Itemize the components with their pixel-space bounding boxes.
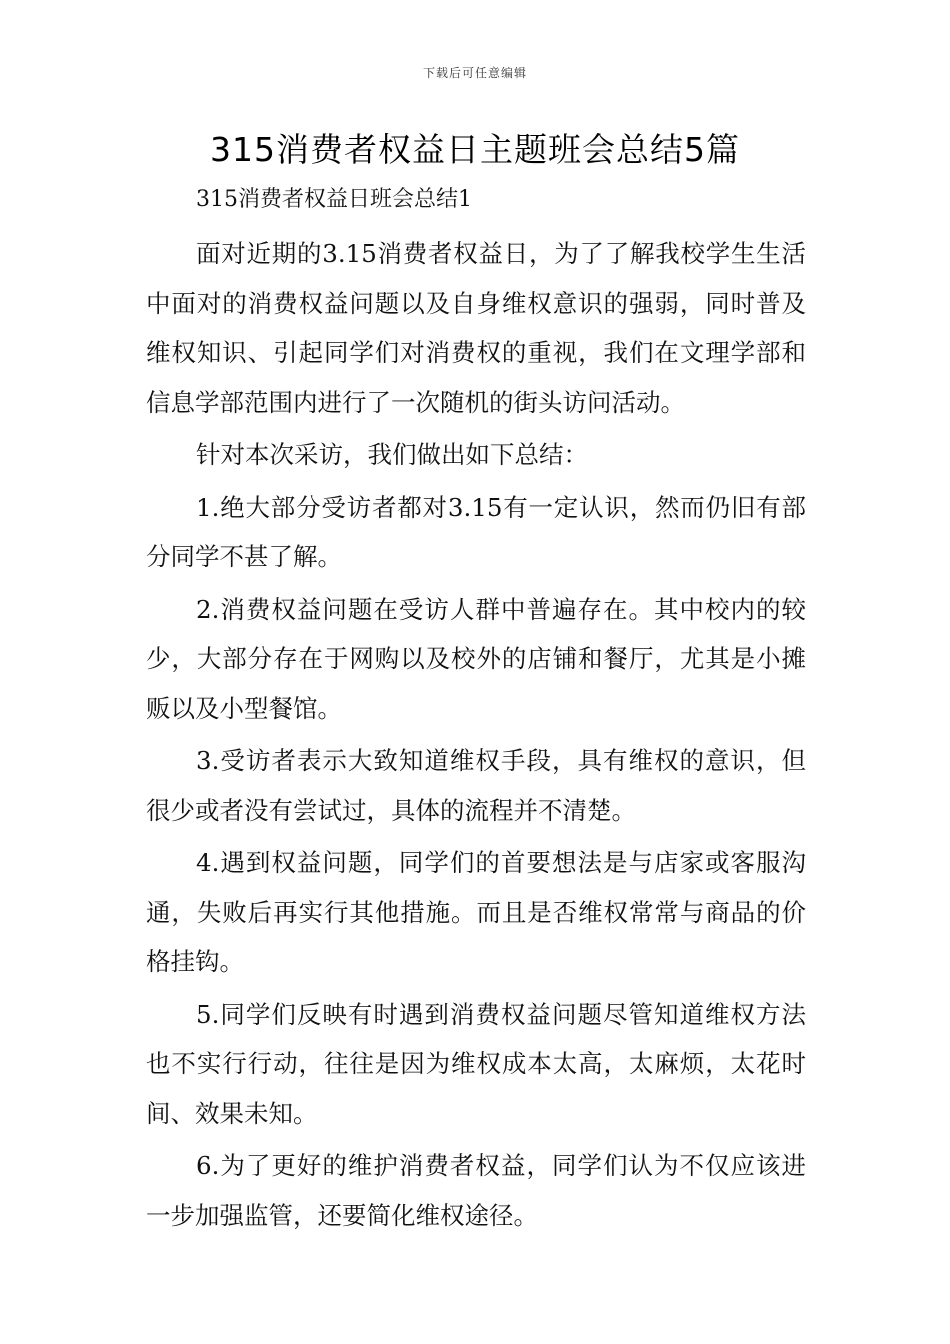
document-title: 315消费者权益日主题班会总结5篇 xyxy=(210,130,740,169)
paragraph-point-4: 4.遇到权益问题，同学们的首要想法是与店家或客服沟通，失败后再实行其他措施。而且是否维权常常与商品的价格挂钩。 xyxy=(146,848,806,976)
paragraph-point-6: 6.为了更好的维护消费者权益，同学们认为不仅应该进一步加强监管，还要简化维权途径。 xyxy=(146,1151,806,1230)
paragraph-summary-lead: 针对本次采访，我们做出如下总结： xyxy=(196,440,588,469)
paragraph-intro: 面对近期的3.15消费者权益日，为了了解我校学生生活中面对的消费权益问题以及自身维权意识的强弱，同时普及维权知识、引起同学们对消费权的重视，我们在文理学部和信息学部范围内进行了一次随机的街头访问活动。 xyxy=(146,239,806,417)
paragraph-point-1: 1.绝大部分受访者都对3.15有一定认识，然而仍旧有部分同学不甚了解。 xyxy=(146,492,806,571)
paragraph-point-2: 2.消费权益问题在受访人群中普遍存在。其中校内的较少，大部分存在于网购以及校外的店铺和餐厅，尤其是小摊贩以及小型餐馆。 xyxy=(146,594,806,723)
header-note: 下载后可任意编辑 xyxy=(422,66,527,80)
paragraph-point-5: 5.同学们反映有时遇到消费权益问题尽管知道维权方法也不实行行动，往往是因为维权成本太高，太麻烦，太花时间、效果未知。 xyxy=(146,999,806,1128)
document-body xyxy=(146,178,806,1240)
section-subtitle: 315消费者权益日班会总结1 xyxy=(196,187,472,212)
paragraph-point-3: 3.受访者表示大致知道维权手段，具有维权的意识，但很少或者没有尝试过，具体的流程并不清楚。 xyxy=(146,746,806,825)
